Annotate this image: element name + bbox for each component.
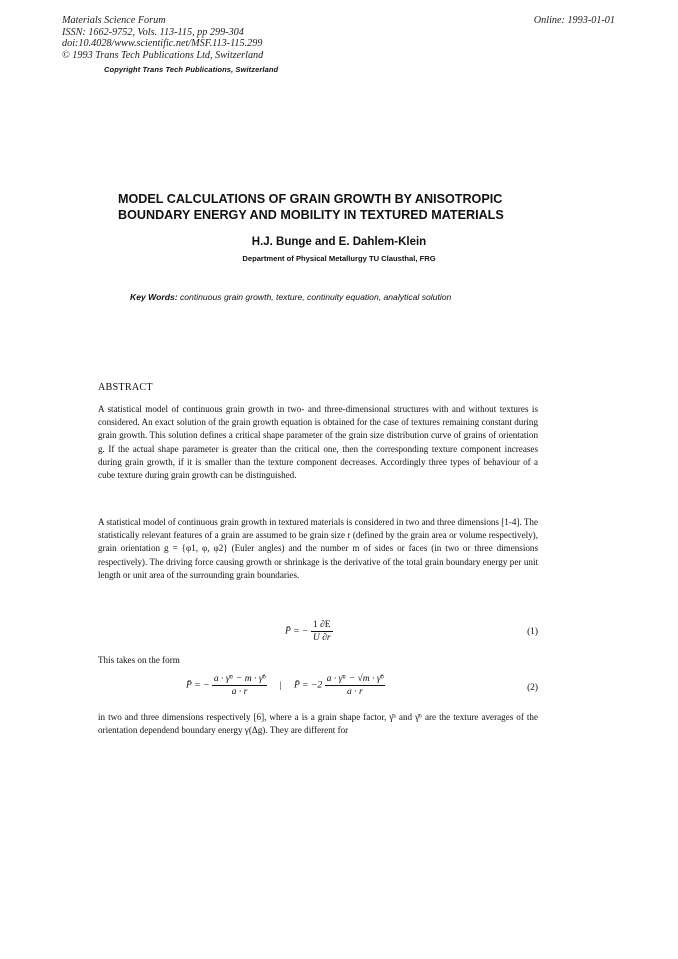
keywords-label: Key Words: — [130, 292, 178, 302]
title-line-2: BOUNDARY ENERGY AND MOBILITY IN TEXTURED MATERIALS — [118, 208, 504, 222]
issn-line: ISSN: 1662-9752, Vols. 113-115, pp 299-304 — [62, 26, 244, 38]
doi-link[interactable]: doi:10.4028/www.scientific.net/MSF.113-115.299 — [62, 38, 263, 50]
eq2a-numerator: a · γ̄ᵃ − m · γ̄ᵇ — [213, 673, 266, 684]
eq1-lhs: P̄ = − — [285, 625, 309, 637]
affiliation: Department of Physical Metallurgy TU Clausthal, FRG — [242, 254, 436, 263]
journal-metadata — [62, 15, 263, 61]
paper-title — [118, 191, 578, 223]
equation-1-number: (1) — [527, 627, 538, 637]
authors: H.J. Bunge and E. Dahlem-Klein — [251, 236, 427, 248]
journal-name: Materials Science Forum — [62, 15, 166, 26]
abstract-text: A statistical model of continuous grain growth in two- and three-dimensional structures with and without textures is considered. An exact solution of the grain growth equation is obtained for the case of textures remaining constant during grain growth. This solution defines a critical shape parameter of the grain size distribution curve of grains of orientation g. If the actual shape parameter is greater than the critical one, then the corresponding texture component increases during grain growth, if it is smaller than the texture component decreases. Accordingly three types of behaviour of a cube texture during grain growth can be distinguished. — [98, 404, 538, 481]
after-equation-paragraph: in two and three dimensions respectively [6], where a is a grain shape factor, γ̄ᵃ and γ̄ᵇ are the texture averages of the orientation dependend boundary energy γ(Δg). They are different for — [98, 712, 538, 736]
eq2a-lhs: P̄ = − — [186, 679, 210, 691]
eq2b-denominator: a · r — [347, 686, 363, 697]
copyright-stamp: Copyright Trans Tech Publications, Switzerland — [104, 65, 279, 74]
title-line-1: MODEL CALCULATIONS OF GRAIN GROWTH BY ANISOTROPIC — [118, 192, 503, 206]
takes-form-text: This takes on the form — [98, 655, 180, 665]
eq2b-numerator: a · γ̄ᵃ − √m · γ̄ᵇ — [326, 673, 384, 684]
equation-1 — [285, 619, 333, 644]
online-date: Online: 1993-01-01 — [533, 15, 615, 26]
keywords — [130, 292, 451, 302]
eq1-denominator: U ∂r — [312, 632, 331, 643]
copyright-line: © 1993 Trans Tech Publications Ltd, Switzerland — [62, 49, 264, 61]
eq1-fraction — [311, 619, 333, 644]
equation-2 — [186, 673, 385, 698]
abstract-heading: ABSTRACT — [98, 382, 153, 393]
keywords-list: continuous grain growth, texture, continuity equation, analytical solution — [179, 292, 452, 302]
intro-paragraph: A statistical model of continuous grain growth in textured materials is considered in two and three dimensions [1-4]. The statistically relevant features of a grain are assumed to be grain size r (defined by the grain area or volume respectively), grain orientation g = {φ1, φ, φ2} (Euler angles) and the number m of sides or faces (in two or three dimensions respectively). The driving force causing growth or shrinkage is the derivative of the total grain boundary energy per unit length or unit area of the surrounding grain boundaries. — [98, 517, 538, 580]
eq2a-denominator: a · r — [231, 686, 248, 697]
eq2a-fraction — [212, 673, 267, 698]
equation-2-number: (2) — [527, 683, 538, 693]
eq1-numerator: 1 ∂E — [312, 619, 331, 630]
eq2b-fraction — [325, 673, 386, 698]
eq2b-lhs: P̄ = −2 — [293, 679, 323, 691]
eq2-separator: | — [279, 679, 282, 691]
